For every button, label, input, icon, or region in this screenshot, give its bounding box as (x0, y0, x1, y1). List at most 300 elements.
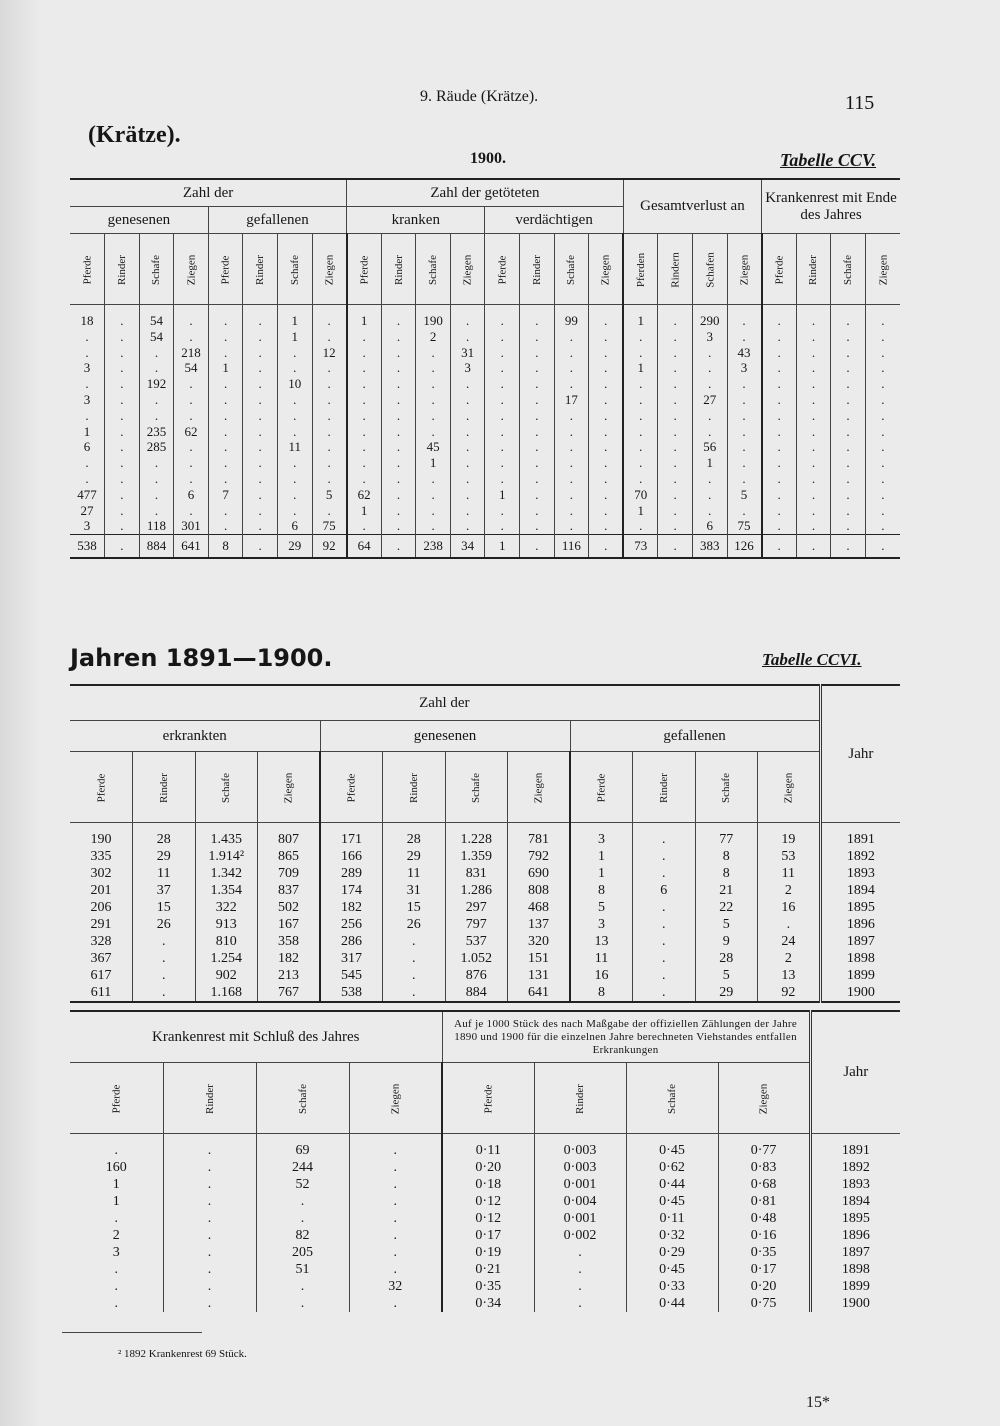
column-header: Pferde (70, 234, 105, 305)
table-cell: . (762, 455, 797, 471)
table-cell: . (554, 439, 589, 455)
table-row (70, 487, 900, 503)
table-row (70, 503, 900, 519)
table-cell: . (865, 518, 900, 534)
table-cell: . (208, 503, 243, 519)
table-cell: 1900 (810, 1295, 900, 1312)
table-cell: 1891 (820, 823, 900, 849)
table-cell: 5 (570, 899, 633, 916)
table-cell: . (163, 1244, 256, 1261)
table-cell: 0·77 (718, 1134, 810, 1160)
column-header: Pferde (442, 1063, 534, 1134)
table-cell: 82 (256, 1227, 349, 1244)
column-header: Pferde (70, 752, 133, 823)
table-cell: 0·11 (442, 1134, 534, 1160)
table-cell: . (163, 1176, 256, 1193)
table-cell: 797 (445, 916, 508, 933)
table-cell: . (520, 360, 555, 376)
table-cell: . (163, 1227, 256, 1244)
table-cell: . (796, 329, 831, 345)
table-cell: 11 (383, 865, 446, 882)
subgroup-header: gefallenen (208, 207, 346, 234)
table-cell: 6 (633, 882, 696, 899)
table-cell: . (485, 329, 520, 345)
table-cell: 6 (692, 518, 727, 534)
column-header: Rinder (243, 234, 278, 305)
table-cell: . (381, 329, 416, 345)
table-cell: 45 (416, 439, 451, 455)
table-cell: . (727, 408, 762, 424)
table-cell: 0·12 (442, 1210, 534, 1227)
table-cell: . (450, 471, 485, 487)
table-cell: 328 (90, 934, 112, 949)
table-cell: . (85, 376, 89, 392)
table-cell: 15 (383, 899, 446, 916)
table-row (70, 984, 900, 1002)
table-cell: . (534, 1261, 626, 1278)
table-cell: . (485, 345, 520, 361)
total-cell: 64 (347, 535, 382, 559)
table-cell: 1896 (820, 916, 900, 933)
table-cell: . (208, 471, 243, 487)
table-cell: . (312, 329, 347, 345)
table-cell: 190 (90, 832, 112, 847)
column-header: Rinder (633, 752, 696, 823)
table-cell: 367 (90, 951, 112, 966)
table-cell: 13 (758, 967, 821, 984)
table-cell: 1.228 (445, 823, 508, 849)
table-cell: . (349, 1193, 442, 1210)
table-cell: . (633, 865, 696, 882)
table-row (70, 933, 900, 950)
table-cell: 11 (277, 439, 312, 455)
table-cell: 15 (133, 899, 196, 916)
table-row (70, 455, 900, 471)
table-cell: . (243, 471, 278, 487)
table-cell: . (105, 503, 140, 519)
column-header: Schafe (626, 1063, 718, 1134)
table-cell: 0·004 (534, 1193, 626, 1210)
table-cell: . (208, 392, 243, 408)
table-cell: . (381, 439, 416, 455)
table-cell: 545 (320, 967, 383, 984)
table-cell: . (105, 305, 140, 329)
table-cell: . (208, 305, 243, 329)
table-cell: . (277, 471, 312, 487)
table-row (70, 376, 900, 392)
table-cell: . (312, 392, 347, 408)
table-cell: 3 (83, 360, 91, 376)
table-cell: . (381, 518, 416, 534)
table-cell: 21 (695, 882, 758, 899)
total-cell: . (243, 535, 278, 559)
table-cell: . (105, 471, 140, 487)
table-cell: . (865, 503, 900, 519)
table-cell: . (485, 408, 520, 424)
table-cell: . (256, 1278, 349, 1295)
table-cell: 0·32 (626, 1227, 718, 1244)
table-cell: . (105, 345, 140, 361)
table-cell: . (105, 376, 140, 392)
table-row (70, 823, 900, 849)
table-cell: . (554, 503, 589, 519)
total-cell: . (831, 535, 866, 559)
table-cell: 28 (383, 823, 446, 849)
total-row (70, 535, 900, 559)
table-cell: 709 (258, 865, 321, 882)
column-header: Schafe (695, 752, 758, 823)
table-cell: . (208, 408, 243, 424)
table-cell: . (554, 518, 589, 534)
table-cell: 291 (90, 917, 112, 932)
table-cell: 3 (112, 1245, 120, 1260)
table-cell: 31 (383, 882, 446, 899)
table-row (70, 1134, 900, 1160)
table-row (70, 950, 900, 967)
table-cell: 1.052 (445, 950, 508, 967)
table-cell: 0·34 (442, 1295, 534, 1312)
table-cell: . (520, 503, 555, 519)
table-cell: 54 (139, 305, 174, 329)
table-cell: . (623, 518, 658, 534)
total-cell: 8 (208, 535, 243, 559)
subgroup-header: genesenen (320, 721, 570, 752)
table-cell: . (243, 345, 278, 361)
table-row (70, 360, 900, 376)
table-cell: 24 (758, 933, 821, 950)
table-cell: . (277, 360, 312, 376)
subgroup-header: gefallenen (570, 721, 820, 752)
table-cell: 201 (90, 883, 112, 898)
table-cell: . (589, 345, 624, 361)
table-cell: . (133, 967, 196, 984)
column-header: Ziegen (508, 752, 571, 823)
table-cell: 1.914² (195, 848, 258, 865)
table-cell: 3 (83, 391, 91, 407)
table-cell: . (105, 360, 140, 376)
table-cell: . (796, 518, 831, 534)
table-cell: 75 (727, 518, 762, 534)
table-label: Tabelle CCV. (780, 150, 877, 170)
table-cell: 77 (695, 823, 758, 849)
table-row (70, 345, 900, 361)
table-cell: 166 (320, 848, 383, 865)
table-row (70, 899, 900, 916)
table-cell: 0·001 (534, 1176, 626, 1193)
table-cell: 171 (320, 823, 383, 849)
table-cell: . (692, 376, 727, 392)
table-cell: . (277, 345, 312, 361)
table-cell: 235 (139, 424, 174, 440)
table-cell: . (865, 392, 900, 408)
table-cell: 0·44 (626, 1295, 718, 1312)
table-cell: . (796, 376, 831, 392)
table-cell: . (243, 392, 278, 408)
table-cell: . (450, 518, 485, 534)
table-cell: 2 (416, 329, 451, 345)
table-cell: 8 (570, 984, 633, 1002)
table-cell: . (485, 376, 520, 392)
table-cell: . (589, 392, 624, 408)
table-cell: 1893 (820, 865, 900, 882)
table-cell: . (658, 518, 693, 534)
table-cell: . (114, 1279, 118, 1294)
table-cell: . (831, 360, 866, 376)
table-cell: . (349, 1261, 442, 1278)
table-cell: . (383, 933, 446, 950)
table-cell: . (727, 305, 762, 329)
table-cell: . (243, 518, 278, 534)
table-cell: . (243, 305, 278, 329)
column-header: Schafe (277, 234, 312, 305)
table-cell: . (312, 424, 347, 440)
table-cell: 1900 (820, 984, 900, 1002)
table-cell: . (692, 360, 727, 376)
table-cell: . (349, 1210, 442, 1227)
table-cell: 2 (758, 882, 821, 899)
table-cell: . (383, 950, 446, 967)
column-header: Schafe (195, 752, 258, 823)
table-cell: . (520, 329, 555, 345)
table-cell: . (139, 360, 174, 376)
table-cell: 0·17 (718, 1261, 810, 1278)
running-title: 9. Räude (Krätze). (420, 88, 539, 105)
table-cell: 53 (758, 848, 821, 865)
table-cell: 0·45 (626, 1134, 718, 1160)
table-cell: 13 (570, 933, 633, 950)
table-cell: . (589, 376, 624, 392)
column-header: Ziegen (758, 752, 821, 823)
table-cell: . (256, 1210, 349, 1227)
table-row (70, 424, 900, 440)
table-cell: . (450, 376, 485, 392)
table-cell: 1899 (810, 1278, 900, 1295)
table-cell: . (534, 1295, 626, 1312)
table-cell: . (347, 471, 382, 487)
table-cell: . (623, 424, 658, 440)
table-cell: . (762, 408, 797, 424)
column-header: Ziegen (349, 1063, 442, 1134)
table-cell: 317 (320, 950, 383, 967)
table-cell: 5 (312, 487, 347, 503)
table-cell: 218 (174, 345, 209, 361)
table-cell: . (831, 503, 866, 519)
table-cell: 781 (508, 823, 571, 849)
table-cell: 0·35 (718, 1244, 810, 1261)
table-cell: 167 (258, 916, 321, 933)
table-cell: . (243, 424, 278, 440)
table-cell: . (796, 345, 831, 361)
total-cell: 238 (416, 535, 451, 559)
table-cell: . (383, 984, 446, 1002)
table-cell: . (485, 360, 520, 376)
group-header: Zahl der getöteten (347, 179, 624, 207)
table-cell: 1895 (810, 1210, 900, 1227)
table-cell: . (589, 455, 624, 471)
table-cell: . (312, 439, 347, 455)
table-cell: 54 (139, 329, 174, 345)
table-cell: . (633, 984, 696, 1002)
column-header: Ziegen (718, 1063, 810, 1134)
table-cell: . (416, 471, 451, 487)
table-cell: . (450, 487, 485, 503)
table-cell: . (85, 328, 89, 344)
table-cell: . (554, 345, 589, 361)
section-title: (Krätze). (88, 122, 181, 148)
table-cell: . (762, 503, 797, 519)
table-cell: 1.168 (195, 984, 258, 1002)
table-cell: . (105, 439, 140, 455)
table-cell: 3 (570, 916, 633, 933)
table-cell: . (554, 329, 589, 345)
table-cell: 468 (508, 899, 571, 916)
table-cell: 837 (258, 882, 321, 899)
table-cell: . (796, 455, 831, 471)
table-cell: . (589, 439, 624, 455)
total-cell: 92 (312, 535, 347, 559)
table-cell: . (381, 360, 416, 376)
table-cell: 26 (133, 916, 196, 933)
table-cell: . (762, 305, 797, 329)
table-row (70, 848, 900, 865)
table-cell: . (727, 392, 762, 408)
table-cell: 3 (692, 329, 727, 345)
table-cell: . (589, 518, 624, 534)
table-cell: . (416, 518, 451, 534)
table-cell: . (520, 439, 555, 455)
table-cell: 831 (445, 865, 508, 882)
table-cell: . (139, 392, 174, 408)
table-cell: 137 (508, 916, 571, 933)
table-cell: . (277, 424, 312, 440)
table-cell: 1 (112, 1194, 120, 1209)
table-cell: . (277, 455, 312, 471)
total-cell: 1 (485, 535, 520, 559)
table-cell: . (416, 360, 451, 376)
table-ccvi-lower (70, 1010, 900, 1312)
year-header: Jahr (810, 1011, 900, 1134)
table-row (70, 967, 900, 984)
table-cell: 807 (258, 823, 321, 849)
table-cell: 1891 (810, 1134, 900, 1160)
table-cell: 1 (112, 1177, 120, 1192)
table-cell: . (277, 487, 312, 503)
table-row (70, 1244, 900, 1261)
table-cell: . (381, 471, 416, 487)
column-header: Schafe (139, 234, 174, 305)
column-header: Schafe (256, 1063, 349, 1134)
table-cell: . (831, 408, 866, 424)
table-cell: 6 (174, 487, 209, 503)
table-cell: 8 (695, 848, 758, 865)
table-cell: . (485, 305, 520, 329)
table-cell: . (758, 916, 821, 933)
table-cell: . (139, 471, 174, 487)
table-cell: 99 (554, 305, 589, 329)
table-cell: . (865, 439, 900, 455)
table-cell: 28 (133, 823, 196, 849)
total-cell: . (105, 535, 140, 559)
table-cell: 190 (416, 305, 451, 329)
table-cell: 27 (692, 392, 727, 408)
table-cell: . (692, 503, 727, 519)
table-cell: 6 (277, 518, 312, 534)
table-row (70, 1261, 900, 1278)
table-cell: . (277, 503, 312, 519)
table-cell: 3 (450, 360, 485, 376)
table-cell: . (865, 455, 900, 471)
column-header: Ziegen (174, 234, 209, 305)
table-cell: . (762, 360, 797, 376)
table-cell: 5 (727, 487, 762, 503)
table-cell: 1894 (810, 1193, 900, 1210)
table-cell: . (520, 424, 555, 440)
table-cell: . (865, 376, 900, 392)
table-cell: 1 (570, 865, 633, 882)
table-cell: 1899 (820, 967, 900, 984)
table-cell: . (633, 823, 696, 849)
table-cell: . (381, 424, 416, 440)
table-cell: . (485, 439, 520, 455)
table-cell: 51 (256, 1261, 349, 1278)
table-cell: . (554, 487, 589, 503)
table-cell: 1 (347, 305, 382, 329)
table-cell: . (589, 424, 624, 440)
table-cell: 1 (277, 305, 312, 329)
table-cell: . (133, 950, 196, 967)
total-cell: 34 (450, 535, 485, 559)
table-cell: 0·44 (626, 1176, 718, 1193)
table-cell: 70 (623, 487, 658, 503)
table-cell: . (623, 392, 658, 408)
table-cell: . (485, 518, 520, 534)
group-header-note: Auf je 1000 Stück des nach Maßgabe der offiziellen Zählungen der Jahre 1890 und 1900 für die einzelnen Jahre berechneten Viehstandes entfallen Erkrankungen (442, 1011, 810, 1063)
table-cell: . (347, 455, 382, 471)
table-cell: 0·001 (534, 1210, 626, 1227)
table-cell: 160 (105, 1160, 127, 1175)
table-cell: 5 (695, 916, 758, 933)
table-cell: . (727, 503, 762, 519)
table-cell: . (312, 471, 347, 487)
group-header: Gesamtverlust an (623, 179, 761, 234)
subgroup-header: genesenen (70, 207, 208, 234)
table-cell: . (312, 360, 347, 376)
table-cell: 16 (758, 899, 821, 916)
table-cell: 118 (139, 518, 174, 534)
table-cell: 92 (758, 984, 821, 1002)
table-cell: 11 (758, 865, 821, 882)
table-cell: 913 (195, 916, 258, 933)
column-header: Pferde (762, 234, 797, 305)
table-cell: . (865, 329, 900, 345)
table-cell: . (416, 408, 451, 424)
table-cell: . (450, 329, 485, 345)
table-cell: 206 (90, 900, 112, 915)
table-cell: . (349, 1295, 442, 1312)
table-cell: 1 (623, 305, 658, 329)
table-cell: . (347, 518, 382, 534)
table-cell: . (534, 1278, 626, 1295)
table-cell: 8 (695, 865, 758, 882)
table-cell: 56 (692, 439, 727, 455)
table-cell: . (796, 408, 831, 424)
table-cell: 808 (508, 882, 571, 899)
table-cell: 876 (445, 967, 508, 984)
column-header: Pferde (347, 234, 382, 305)
table-cell: 244 (256, 1159, 349, 1176)
column-header: Pferde (570, 752, 633, 823)
table-cell: 0·33 (626, 1278, 718, 1295)
